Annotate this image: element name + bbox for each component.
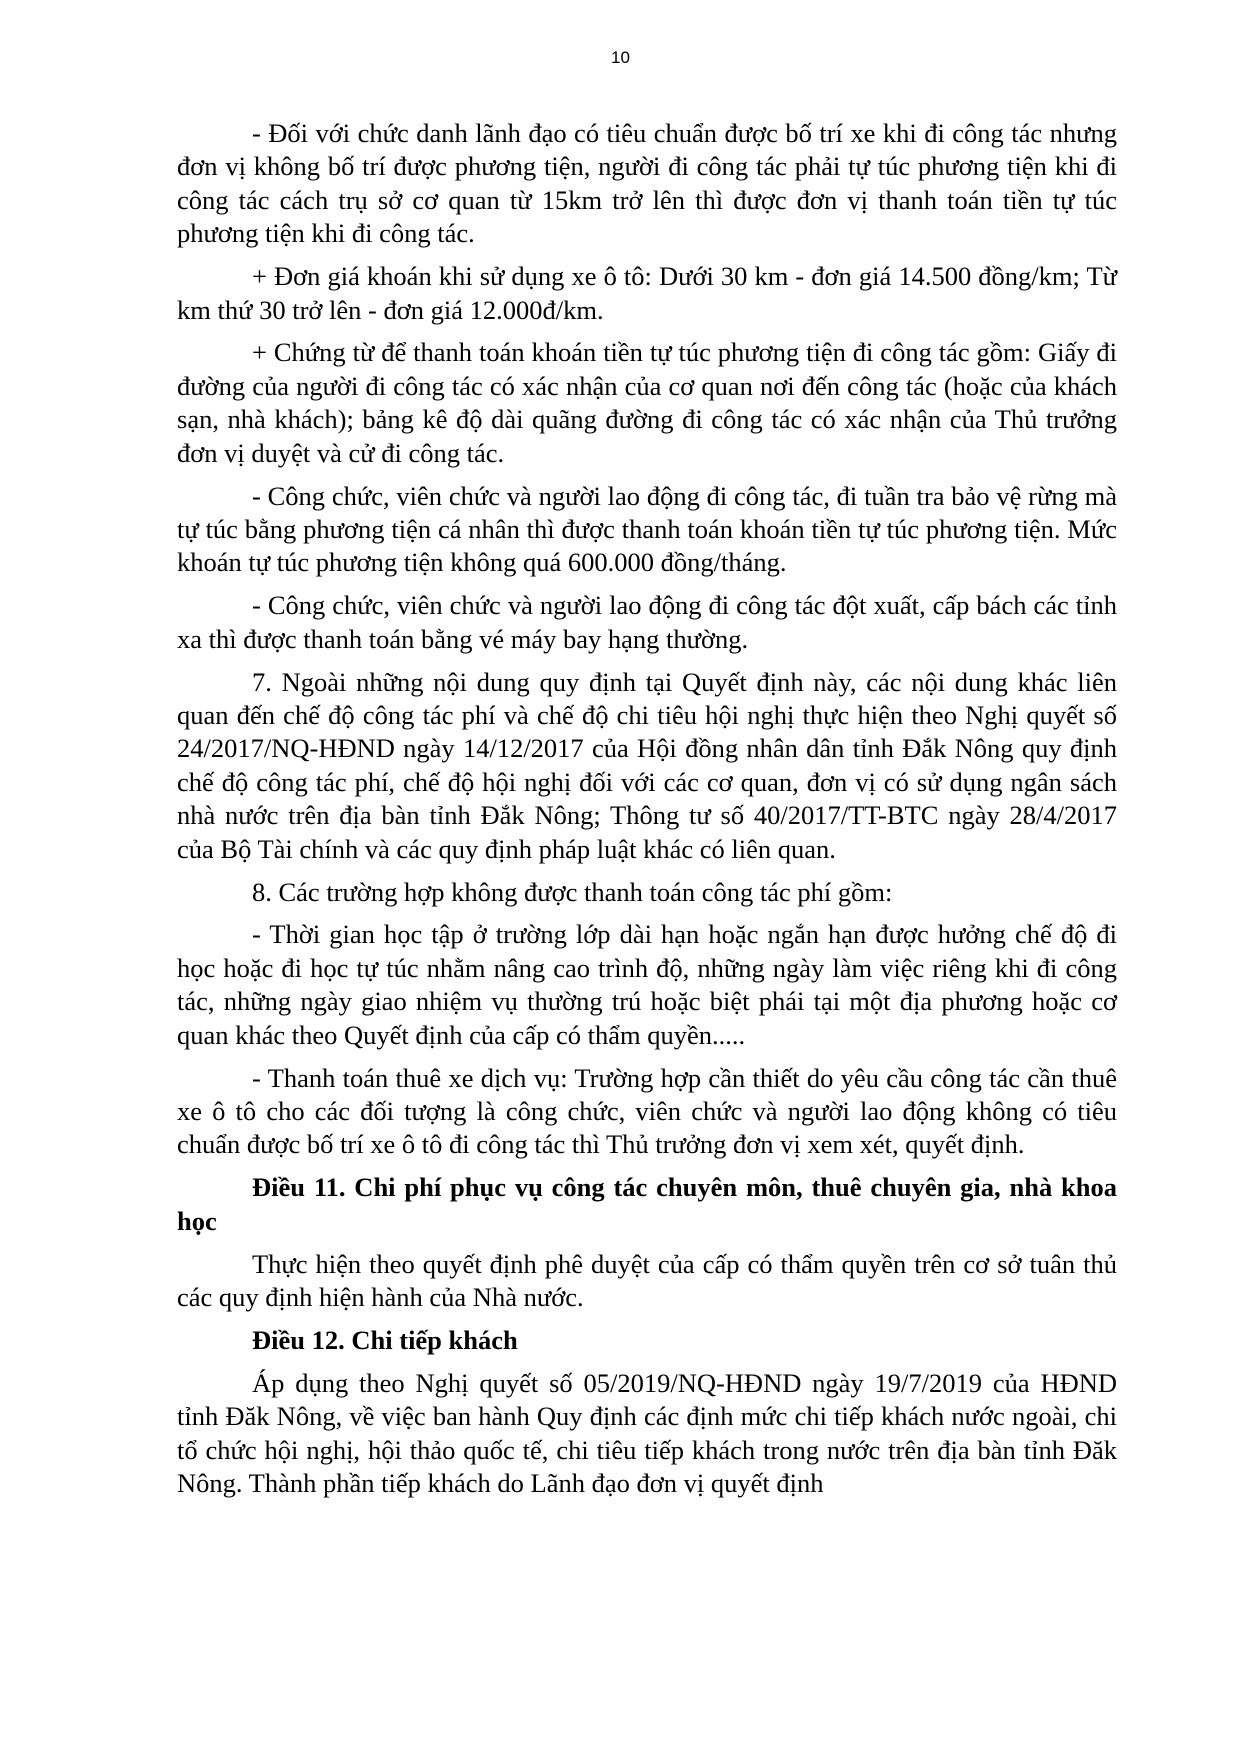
paragraph-leader-vehicle-policy: - Đối với chức danh lãnh đạo có tiêu chuẩn được bố trí xe khi đi công tác nhưng đơn vị không bố trí được phương tiện, người đi công tác phải tự túc phương tiện khi đi công tác cách trụ sở cơ quan từ 15km trở lên thì được đơn vị thanh toán tiền tự túc phương tiện khi đi công tác. <box>177 118 1117 249</box>
paragraph-article-11-body: Thực hiện theo quyết định phê duyệt của cấp có thẩm quyền trên cơ sở tuân thủ các quy định hiện hành của Nhà nước. <box>177 1248 1117 1312</box>
paragraph-forest-patrol-allowance: - Công chức, viên chức và người lao động đi công tác, đi tuần tra bảo vệ rừng mà tự túc bằng phương tiện cá nhân thì được thanh toán khoán tiền tự túc phương tiện. Mức khoán tự túc phương tiện không quá 600.000 đồng/tháng. <box>177 480 1117 578</box>
heading-article-12: Điều 12. Chi tiếp khách <box>252 1324 518 1355</box>
paragraph-payment-documents: + Chứng từ để thanh toán khoán tiền tự túc phương tiện đi công tác gồm: Giấy đi đường của người đi công tác có xác nhận của cơ quan nơi đến công tác (hoặc của khách sạn, nhà khách); bảng kê độ dài quãng đường đi công tác có xác nhận của Thủ trưởng đơn vị duyệt và cử đi công tác. <box>177 337 1117 468</box>
document-body <box>177 117 1117 1510</box>
paragraph-item-8: 8. Các trường hợp không được thanh toán công tác phí gồm: <box>252 876 893 907</box>
paragraph-study-time-exclusion: - Thời gian học tập ở trường lớp dài hạn hoặc ngắn hạn được hưởng chế độ đi học hoặc đi học tự túc nhằm nâng cao trình độ, những ngày làm việc riêng khi đi công tác, những ngày giao nhiệm vụ thường trú hoặc biệt phái tại một địa phương hoặc cơ quan khác theo Quyết định của cấp có thẩm quyền..... <box>177 919 1117 1050</box>
paragraph-urgent-airfare: - Công chức, viên chức và người lao động đi công tác đột xuất, cấp bách các tỉnh xa thì được thanh toán bằng vé máy bay hạng thường. <box>177 590 1117 654</box>
paragraph-article-12-body: Áp dụng theo Nghị quyết số 05/2019/NQ-HĐND ngày 19/7/2019 của HĐND tỉnh Đăk Nông, về việc ban hành Quy định các định mức chi tiếp khách nước ngoài, chi tổ chức hội nghị, hội thảo quốc tế, chi tiêu tiếp khách trong nước trên địa bàn tỉnh Đăk Nông. Thành phần tiếp khách do Lãnh đạo đơn vị quyết định <box>177 1367 1117 1499</box>
paragraph-car-unit-price: + Đơn giá khoán khi sử dụng xe ô tô: Dưới 30 km - đơn giá 14.500 đồng/km; Từ km thứ 30 trở lên - đơn giá 12.000đ/km. <box>177 261 1117 325</box>
paragraph-item-7: 7. Ngoài những nội dung quy định tại Quyết định này, các nội dung khác liên quan đến chế độ công tác phí và chế độ chi tiêu hội nghị thực hiện theo Nghị quyết số 24/2017/NQ-HĐND ngày 14/12/2017 của Hội đồng nhân dân tỉnh Đắk Nông quy định chế độ công tác phí, chế độ hội nghị đối với các cơ quan, đơn vị có sử dụng ngân sách nhà nước trên địa bàn tỉnh Đắk Nông; Thông tư số 40/2017/TT-BTC ngày 28/4/2017 của Bộ Tài chính và các quy định pháp luật khác có liên quan. <box>177 666 1117 864</box>
heading-article-11: Điều 11. Chi phí phục vụ công tác chuyên môn, thuê chuyên gia, nhà khoa học <box>177 1172 1117 1236</box>
paragraph-rental-car: - Thanh toán thuê xe dịch vụ: Trường hợp cần thiết do yêu cầu công tác cần thuê xe ô tô cho các đối tượng là công chức, viên chức và người lao động không có tiêu chuẩn được bố trí xe ô tô đi công tác thì Thủ trưởng đơn vị xem xét, quyết định. <box>177 1062 1117 1160</box>
page-number: 10 <box>611 48 630 67</box>
